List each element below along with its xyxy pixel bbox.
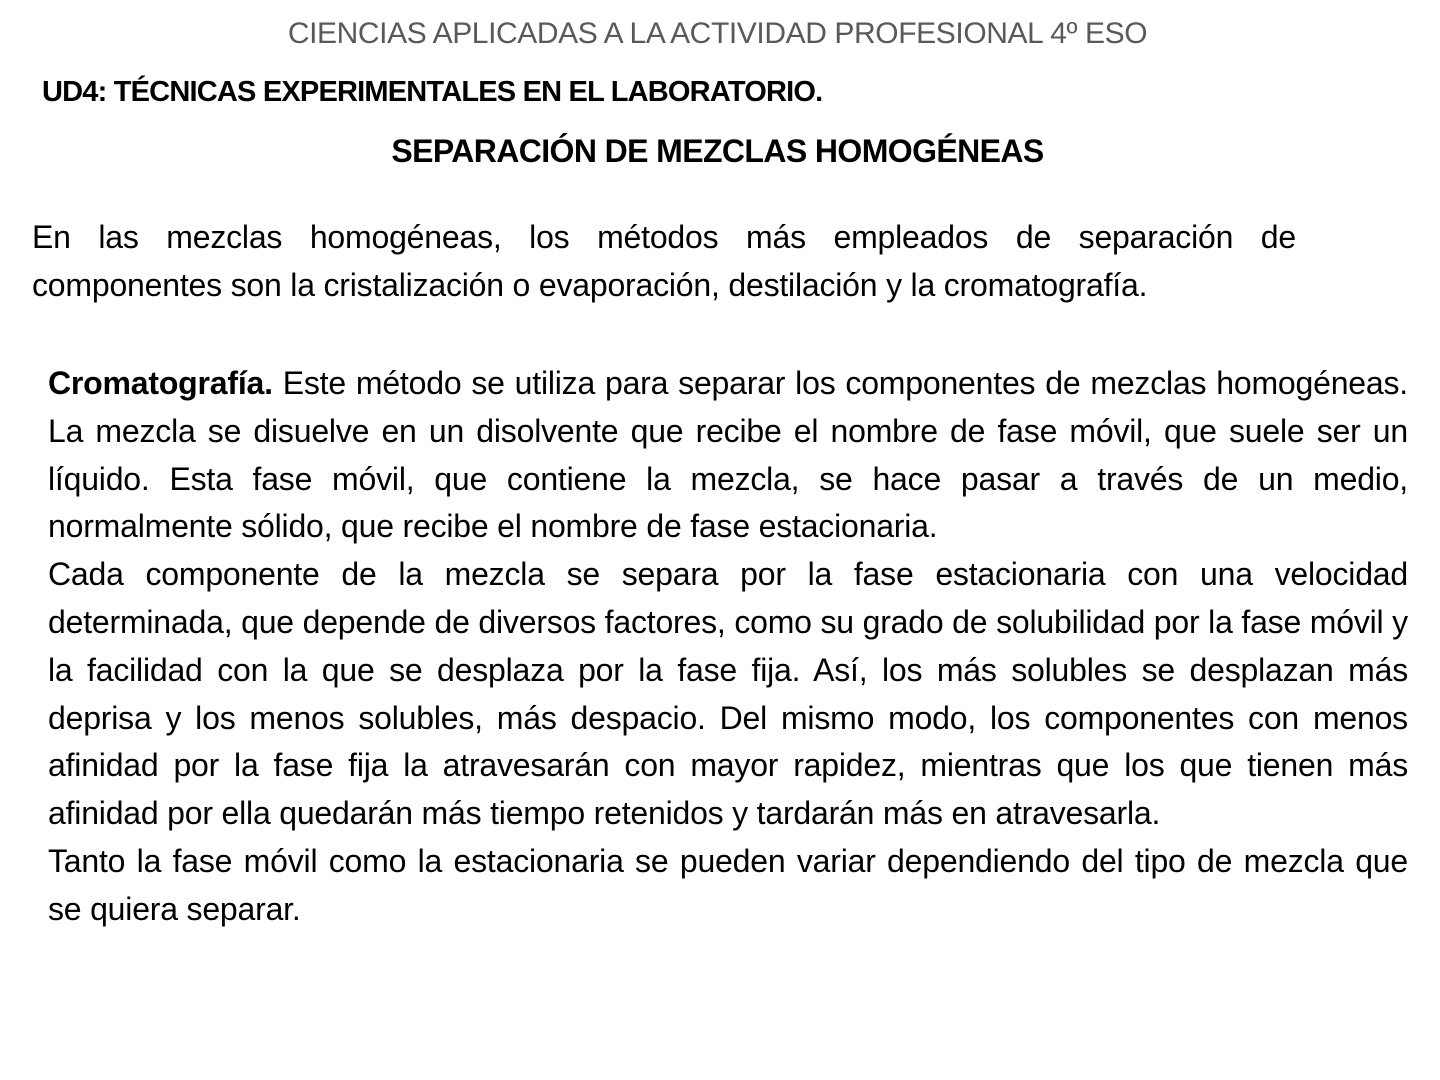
unit-title: UD4: TÉCNICAS EXPERIMENTALES EN EL LABORATORIO. bbox=[42, 76, 823, 108]
chromatography-definition: Este método se utiliza para separar los componentes de mezclas homogéneas. La mezcla se disuelve en un disolvente que recibe el nombre de fase móvil, que suele ser un líquido. Esta fase móvil, que contiene la mezcla, se hace pasar a través de un medio, normalmente sólido, que recibe el nombre de fase estacionaria. bbox=[48, 365, 1408, 545]
intro-paragraph: En las mezclas homogéneas, los métodos más empleados de separación de componentes son la cristalización o evaporación, destilación y la cromatografía. bbox=[32, 219, 1296, 303]
course-title: CIENCIAS APLICADAS A LA ACTIVIDAD PROFESIONAL 4º ESO bbox=[287, 17, 1148, 50]
section-title: SEPARACIÓN DE MEZCLAS HOMOGÉNEAS bbox=[391, 133, 1044, 169]
components-paragraph: Cada componente de la mezcla se separa por la fase estacionaria con una velocidad determinada, que depende de diversos factores, como su grado de solubilidad por la fase móvil y la facilidad con la que se desplaza por la fase fija. Así, los más solubles se desplazan más deprisa y los menos solubles, más despacio. Del mismo modo, los componentes con menos afinidad por la fase fija la atravesarán con mayor rapidez, mientras que los que tienen más afinidad por ella quedarán más tiempo retenidos y tardarán más en atravesarla. bbox=[48, 556, 1408, 832]
chromatography-paragraph bbox=[48, 360, 1408, 551]
chromatography-term: Cromatografía. bbox=[48, 365, 273, 401]
phases-paragraph: Tanto la fase móvil como la estacionaria se pueden variar dependiendo del tipo de mezcla que se quiera separar. bbox=[48, 842, 1408, 927]
body-text bbox=[48, 360, 1408, 934]
